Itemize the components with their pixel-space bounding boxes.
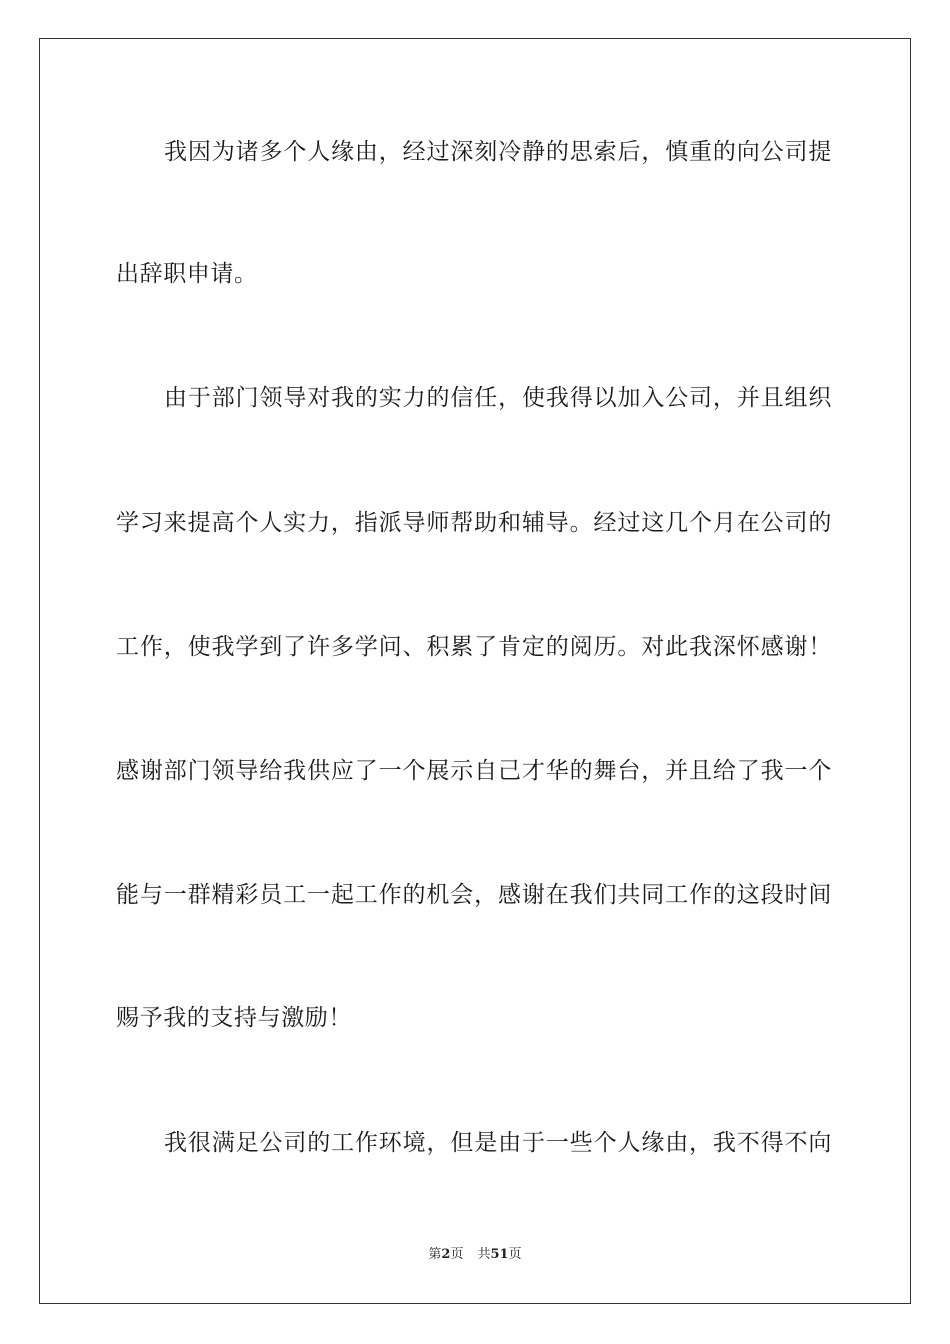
total-suffix: 页 xyxy=(508,1247,522,1262)
total-pages: 51 xyxy=(490,1247,509,1262)
total-prefix: 共 xyxy=(477,1247,491,1262)
page-footer xyxy=(0,1247,950,1263)
paragraph-line: 能与一群精彩员工一起工作的机会，感谢在我们共同工作的这段时间 xyxy=(116,882,832,908)
page-number: 2 xyxy=(441,1247,451,1262)
page-prefix: 第 xyxy=(428,1247,442,1262)
paragraph-line: 工作，使我学到了许多学问、积累了肯定的阅历。对此我深怀感谢！ xyxy=(116,634,832,660)
paragraph-line: 我很满足公司的工作环境，但是由于一些个人缘由，我不得不向 xyxy=(164,1130,832,1156)
page-frame xyxy=(39,38,911,1304)
paragraph-line: 出辞职申请。 xyxy=(116,261,258,287)
paragraph-line: 学习来提高个人实力，指派导师帮助和辅导。经过这几个月在公司的 xyxy=(116,510,832,536)
paragraph-line: 感谢部门领导给我供应了一个展示自己才华的舞台，并且给了我一个 xyxy=(116,758,832,784)
paragraph-line: 我因为诸多个人缘由，经过深刻冷静的思索后，慎重的向公司提 xyxy=(164,139,832,165)
paragraph-line: 赐予我的支持与激励！ xyxy=(116,1005,352,1031)
page-suffix: 页 xyxy=(450,1247,464,1262)
paragraph-line: 由于部门领导对我的实力的信任，使我得以加入公司，并且组织 xyxy=(164,385,832,411)
